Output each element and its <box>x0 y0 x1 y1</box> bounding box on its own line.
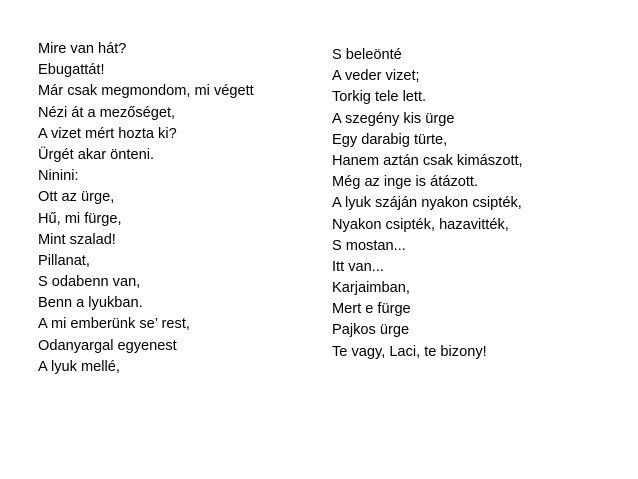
poem-line: Odanyargal egyenest <box>38 337 177 354</box>
poem-line: Mint szalad! <box>38 231 116 248</box>
poem-line: A lyuk mellé, <box>38 358 120 375</box>
poem-line: Nézi át a mezőséget, <box>38 104 176 121</box>
poem-right-column <box>332 45 523 363</box>
poem-line: Hanem aztán csak kimászott, <box>332 152 523 169</box>
poem-line: A mi emberünk se’ rest, <box>38 316 190 333</box>
poem-line: Egy darabig türte, <box>332 131 448 148</box>
poem-line: Karjaimban, <box>332 280 410 297</box>
poem-line: Benn a lyukban. <box>38 295 143 312</box>
poem-line: Már csak megmondom, mi végett <box>38 83 254 100</box>
poem-line: Nyakon csipték, hazavitték, <box>332 216 509 233</box>
poem-line: Mert e fürge <box>332 301 411 318</box>
poem-line: Pajkos ürge <box>332 322 410 339</box>
poem-line: Hű, mi fürge, <box>38 210 122 227</box>
poem-line: S beleönté <box>332 47 402 63</box>
poem-line: A vizet mért hozta ki? <box>38 125 177 142</box>
poem-line: A szegény kis ürge <box>332 110 455 127</box>
poem-left-column <box>38 39 254 378</box>
poem-line: Ott az ürge, <box>38 189 115 206</box>
poem-line: Te vagy, Laci, te bizony! <box>332 343 487 360</box>
poem-line: S odabenn van, <box>38 274 141 291</box>
poem-line: Pillanat, <box>38 252 90 269</box>
poem-line: Mire van hát? <box>38 41 127 57</box>
poem-line: A lyuk száján nyakon csipték, <box>332 195 522 212</box>
poem-line: A veder vizet; <box>332 68 420 85</box>
poem-line: Ninini: <box>38 168 79 185</box>
poem-line: Ebugattát! <box>38 62 105 79</box>
poem-line: S mostan... <box>332 237 406 254</box>
poem-line: Torkig tele lett. <box>332 89 427 106</box>
poem-line: Itt van... <box>332 258 384 275</box>
poem-line: Még az inge is átázott. <box>332 174 479 191</box>
poem-line: Ürgét akar önteni. <box>38 146 155 163</box>
